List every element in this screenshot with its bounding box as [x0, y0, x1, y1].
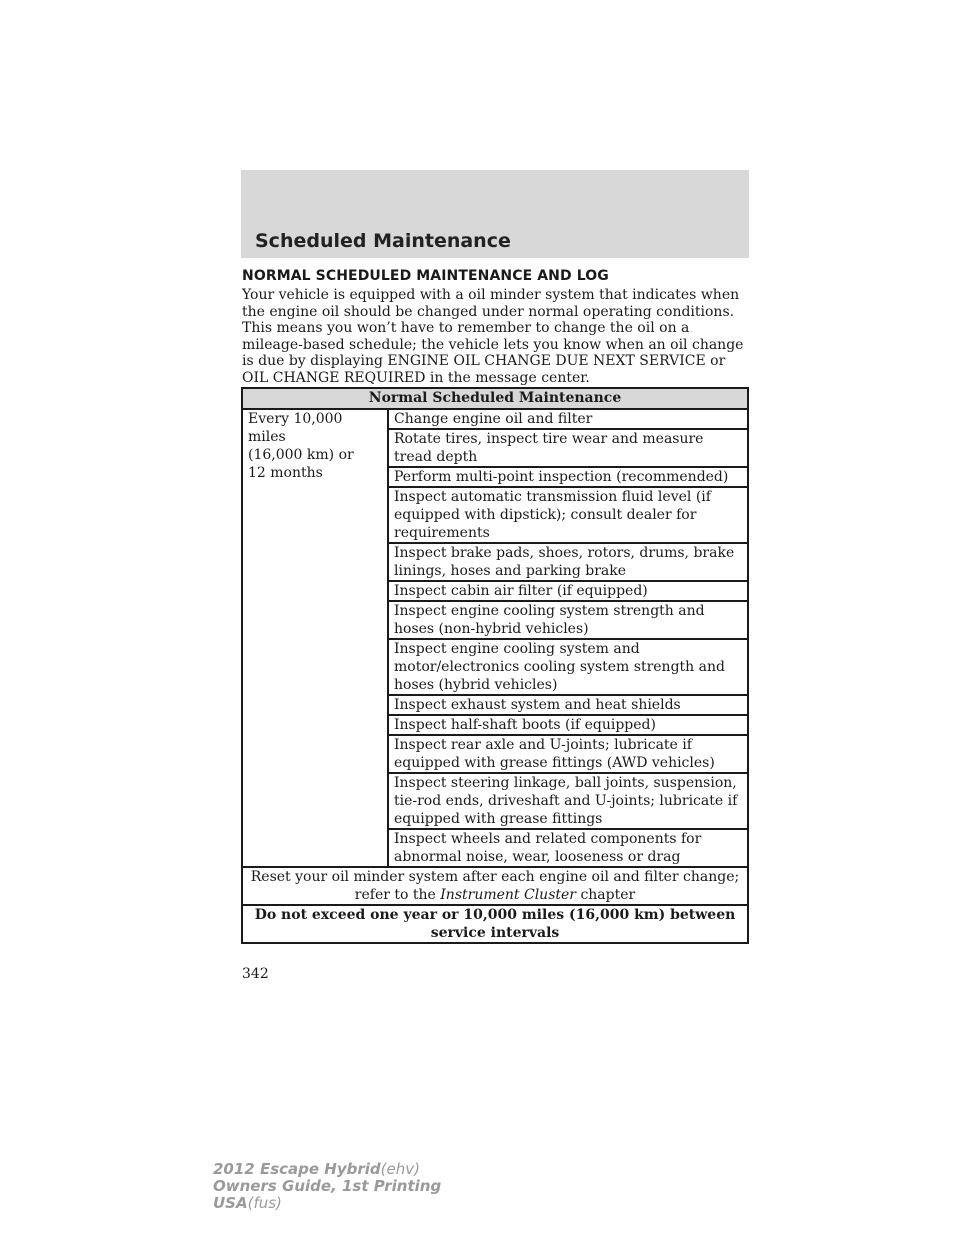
maintenance-table [241, 387, 749, 944]
maintenance-item: Rotate tires, inspect tire wear and measure tread depth [388, 429, 748, 467]
maintenance-item: Inspect wheels and related components for abnormal noise, wear, looseness or drag [388, 829, 748, 867]
chapter-header-band [241, 170, 749, 258]
footer-line [213, 1161, 441, 1178]
footer-model: 2012 Escape Hybrid [213, 1160, 381, 1178]
maintenance-item: Perform multi-point inspection (recommended) [388, 467, 748, 487]
interval-line: 12 months [248, 465, 323, 481]
footer-line [213, 1195, 441, 1212]
page-number: 342 [242, 966, 269, 982]
section-heading: NORMAL SCHEDULED MAINTENANCE AND LOG [242, 268, 609, 284]
table-title-row [242, 388, 748, 409]
maintenance-item: Inspect rear axle and U-joints; lubricate if equipped with grease fittings (AWD vehicles) [388, 735, 748, 773]
table-row [242, 409, 748, 429]
reset-note [242, 867, 748, 905]
maintenance-item: Inspect half-shaft boots (if equipped) [388, 715, 748, 735]
maintenance-item: Inspect exhaust system and heat shields [388, 695, 748, 715]
reset-note-prefix: refer to the [354, 887, 436, 903]
warning-row [242, 905, 748, 943]
interval-cell [242, 409, 388, 867]
footer-market-code: (fus) [247, 1194, 282, 1212]
footer-model-code: (ehv) [380, 1160, 420, 1178]
table-title: Normal Scheduled Maintenance [242, 388, 748, 409]
maintenance-item: Inspect steering linkage, ball joints, suspension, tie-rod ends, driveshaft and U-joints; lubricate if equipped with grease fittings [388, 773, 748, 829]
warning-line: Do not exceed one year or 10,000 miles (16,000 km) between [254, 907, 736, 923]
interval-line: (16,000 km) or [248, 447, 354, 463]
chapter-title: Scheduled Maintenance [255, 230, 511, 252]
maintenance-item: Change engine oil and filter [388, 409, 748, 429]
interval-warning [242, 905, 748, 943]
intro-paragraph: Your vehicle is equipped with a oil minder system that indicates when the engine oil should be changed under normal operating conditions. This means you won’t have to remember to change the oil on a mileage-based schedule; the vehicle lets you know when an oil change is due by displaying ENGINE OIL CHANGE DUE NEXT SERVICE or OIL CHANGE REQUIRED in the message center. [242, 287, 744, 386]
maintenance-item: Inspect engine cooling system strength and hoses (non-hybrid vehicles) [388, 601, 748, 639]
reset-note-line: Reset your oil minder system after each engine oil and filter change; [250, 869, 740, 885]
maintenance-item: Inspect engine cooling system and motor/electronics cooling system strength and hoses (hybrid vehicles) [388, 639, 748, 695]
chapter-reference: Instrument Cluster [440, 887, 576, 903]
maintenance-item: Inspect brake pads, shoes, rotors, drums, brake linings, hoses and parking brake [388, 543, 748, 581]
document-footer [213, 1161, 441, 1212]
footer-guide: Owners Guide, 1st Printing [213, 1177, 442, 1195]
maintenance-item: Inspect cabin air filter (if equipped) [388, 581, 748, 601]
reset-note-row [242, 867, 748, 905]
interval-line: Every 10,000 miles [248, 411, 343, 445]
reset-note-suffix: chapter [580, 887, 636, 903]
footer-market: USA [213, 1194, 248, 1212]
maintenance-item: Inspect automatic transmission fluid level (if equipped with dipstick); consult dealer for requirements [388, 487, 748, 543]
reset-note-line [248, 886, 742, 904]
warning-line: service intervals [430, 925, 560, 941]
